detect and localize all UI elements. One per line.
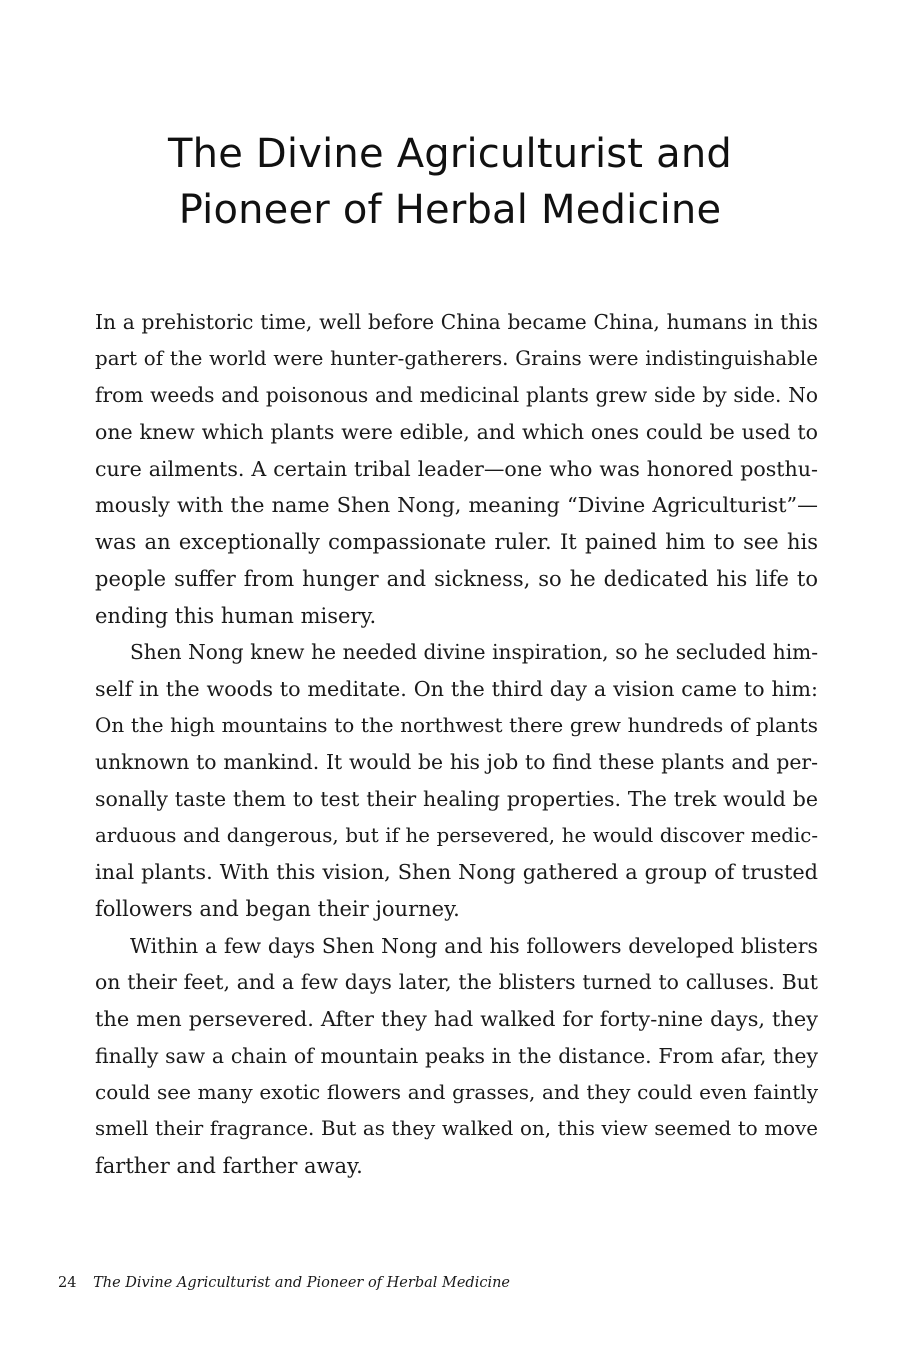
text-line: part of the world were hunter-gatherers. Grains were indistinguishable bbox=[95, 346, 818, 370]
text-line: mously with the name Shen Nong, meaning “Divine Agriculturist”— bbox=[95, 493, 818, 518]
text-line: inal plants. With this vision, Shen Nong gathered a group of trusted bbox=[95, 860, 818, 885]
text-line: In a prehistoric time, well before China became China, humans in this bbox=[95, 310, 818, 334]
text-line: was an exceptionally compassionate ruler. It pained him to see his bbox=[95, 530, 818, 555]
text-line: arduous and dangerous, but if he persevered, he would discover medic- bbox=[95, 823, 818, 847]
text-line: self in the woods to meditate. On the third day a vision came to him: bbox=[95, 676, 818, 701]
chapter-title-line-1: The Divine Agriculturist and bbox=[168, 131, 732, 177]
text-line: Shen Nong knew he needed divine inspiration, so he secluded him- bbox=[130, 640, 818, 665]
chapter-title-line-2: Pioneer of Herbal Medicine bbox=[178, 187, 722, 233]
text-line: On the high mountains to the northwest there grew hundreds of plants bbox=[95, 713, 818, 737]
paragraph-2 bbox=[95, 634, 818, 928]
text-line: ending this human misery. bbox=[95, 603, 377, 628]
text-line: finally saw a chain of mountain peaks in the distance. From afar, they bbox=[95, 1043, 818, 1068]
text-line: farther and farther away. bbox=[95, 1153, 363, 1178]
text-line: one knew which plants were edible, and which ones could be used to bbox=[95, 420, 818, 445]
paragraph-1 bbox=[95, 304, 818, 634]
text-line: followers and began their journey. bbox=[95, 897, 460, 921]
text-line: people suffer from hunger and sickness, so he dedicated his life to bbox=[95, 566, 818, 591]
text-line: from weeds and poisonous and medicinal plants grew side by side. No bbox=[95, 383, 818, 408]
text-line: sonally taste them to test their healing properties. The trek would be bbox=[95, 786, 818, 811]
text-line: cure ailments. A certain tribal leader—one who was honored posthu- bbox=[95, 456, 818, 481]
chapter-title bbox=[0, 126, 900, 238]
running-head: The Divine Agriculturist and Pioneer of Herbal Medicine bbox=[93, 1275, 511, 1291]
page-footer bbox=[58, 1275, 510, 1291]
text-line: Within a few days Shen Nong and his followers developed blisters bbox=[130, 933, 818, 958]
text-line: the men persevered. After they had walked for forty-nine days, they bbox=[95, 1007, 818, 1032]
body-text bbox=[95, 304, 818, 1185]
text-line: smell their fragrance. But as they walked on, this view seemed to move bbox=[95, 1117, 818, 1141]
text-line: could see many exotic flowers and grasses, and they could even faintly bbox=[95, 1080, 818, 1105]
text-line: on their feet, and a few days later, the blisters turned to calluses. But bbox=[95, 970, 818, 995]
paragraph-3 bbox=[95, 928, 818, 1185]
page-number: 24 bbox=[58, 1275, 77, 1291]
text-line: unknown to mankind. It would be his job to find these plants and per- bbox=[95, 750, 818, 775]
